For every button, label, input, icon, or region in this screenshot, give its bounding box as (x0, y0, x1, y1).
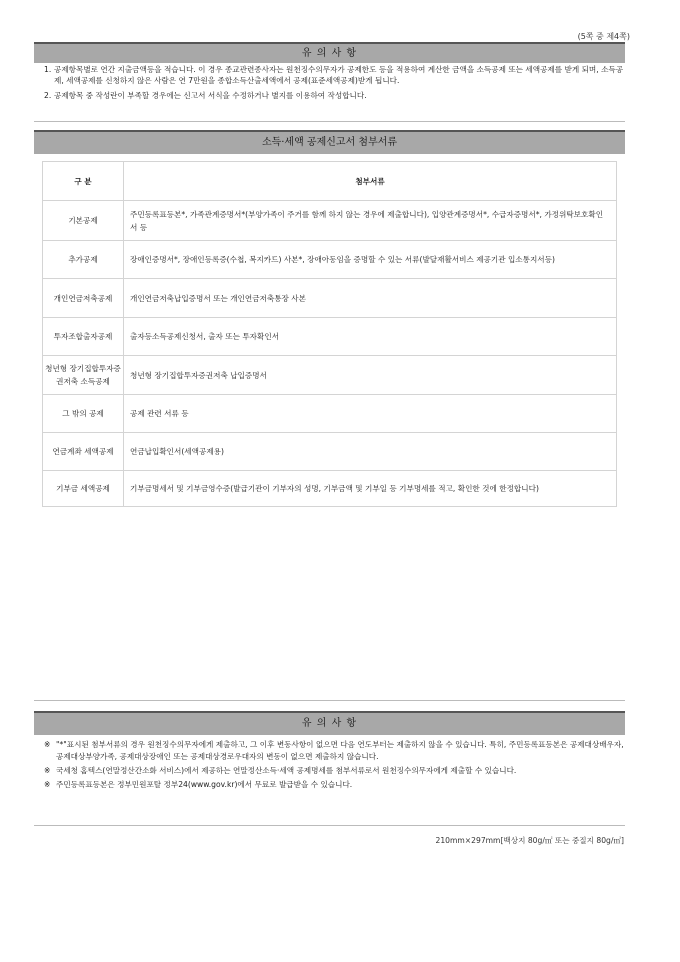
divider (34, 700, 625, 701)
row-category: 그 밖의 공제 (43, 395, 124, 433)
row-category: 청년형 장기집합투자증권저축 소득공제 (43, 356, 124, 395)
table-row (43, 279, 617, 318)
table-row (43, 395, 617, 433)
divider (34, 121, 625, 122)
table-row (43, 318, 617, 356)
header-docs: 첨부서류 (124, 162, 617, 201)
attachments-table (42, 161, 617, 507)
table-row (43, 201, 617, 241)
attachments-title: 소득·세액 공제신고서 첨부서류 (34, 130, 625, 154)
note-text: "*"표시된 첨부서류의 경우 원천징수의무자에게 제출하고, 그 이후 변동사항이 없으면 다음 연도부터는 제출하지 않을 수 있습니다. 특히, 주민등록표등본은 공제대상배우자, 공제대상부양가족, 공제대상장애인 또는 공제대상경로우대자의 변동이 없으면 제출하지 않습니다. (56, 740, 624, 761)
notice-item-number: 1. (44, 65, 52, 74)
row-docs: 연금납입확인서(세액공제용) (124, 433, 617, 471)
row-docs: 공제 관련 서류 등 (124, 395, 617, 433)
table-row (43, 433, 617, 471)
row-docs: 주민등록표등본*, 가족관계증명서*(부양가족이 주거를 함께 하지 않는 경우에 제출합니다), 입양관계증명서*, 수급자증명서*, 가정위탁보호확인서 등 (124, 201, 617, 241)
table-row (43, 241, 617, 279)
row-category: 투자조합출자공제 (43, 318, 124, 356)
row-category: 개인연금저축공제 (43, 279, 124, 318)
table-row (43, 471, 617, 507)
notice-item-text: 공제항목 중 작성란이 부족할 경우에는 신고서 서식을 수정하거나 별지를 이용하여 작성합니다. (54, 91, 367, 100)
note-mark: ※ (44, 766, 51, 775)
notice-top-item (44, 90, 624, 101)
notice-bottom-item (44, 765, 624, 777)
row-docs: 개인연금저축납입증명서 또는 개인연금저축통장 사본 (124, 279, 617, 318)
paper-spec: 210mm×297mm[백상지 80g/㎡ 또는 중질지 80g/㎡] (435, 836, 624, 845)
note-text: 주민등록표등본은 정부민원포탈 정부24(www.gov.kr)에서 무료로 발급받을 수 있습니다. (56, 780, 353, 789)
notice-bottom-item (44, 779, 624, 791)
row-category: 기부금 세액공제 (43, 471, 124, 507)
row-category: 추가공제 (43, 241, 124, 279)
notice-top-list (44, 64, 624, 105)
page-number: (5쪽 중 제4쪽) (577, 32, 630, 41)
row-docs: 장애인증명서*, 장애인등록증(수첩, 복지카드) 사본*, 장애아동임을 증명할 수 있는 서류(발달재활서비스 제공기관 입소통지서등) (124, 241, 617, 279)
note-text: 국세청 홈텍스(연말정산간소화 서비스)에서 제공하는 연말정산소득·세액 공제명세를 첨부서류로서 원천징수의무자에게 제출할 수 있습니다. (56, 766, 517, 775)
notice-top-title: 유 의 사 항 (34, 42, 625, 63)
divider (34, 825, 625, 826)
notice-top-item (44, 64, 624, 86)
row-category: 연금계좌 세액공제 (43, 433, 124, 471)
notice-item-number: 2. (44, 91, 52, 100)
notice-bottom-list (44, 739, 624, 793)
notice-item-text: 공제항목별로 연간 지출금액등을 적습니다. 이 경우 종교관련종사자는 원천징수의무자가 공제한도 등을 적용하여 계산한 금액을 소득공제 또는 세액공제를 받게 되며, 소득공제, 세액공제를 신청하지 않은 사람은 연 7만원을 종합소득산출세액에서 공제(표준세액공제)받게 됩니다. (54, 65, 624, 85)
note-mark: ※ (44, 780, 51, 789)
header-category: 구 분 (43, 162, 124, 201)
table-header-row (43, 162, 617, 201)
note-mark: ※ (44, 740, 51, 749)
row-category: 기본공제 (43, 201, 124, 241)
notice-bottom-item (44, 739, 624, 763)
row-docs: 출자등소득공제신청서, 출자 또는 투자확인서 (124, 318, 617, 356)
row-docs: 기부금명세서 및 기부금영수증(발급기관이 기부자의 성명, 기부금액 및 기부일 등 기부명세를 적고, 확인한 것에 한정합니다) (124, 471, 617, 507)
notice-bottom-title: 유 의 사 항 (34, 711, 625, 735)
table-row (43, 356, 617, 395)
row-docs: 청년형 장기집합투자증권저축 납입증명서 (124, 356, 617, 395)
